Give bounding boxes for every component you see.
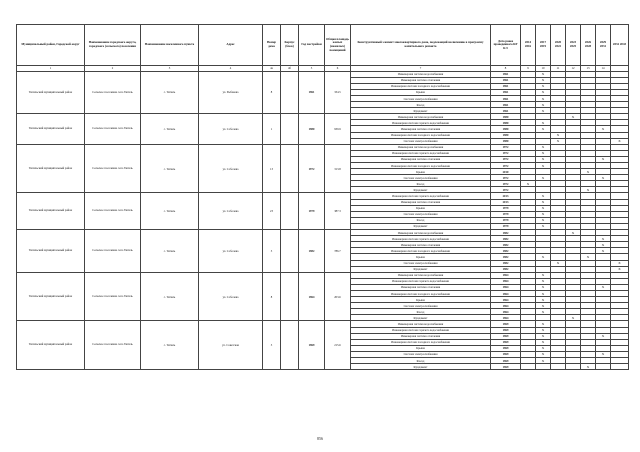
- period-mark-cell: X: [536, 297, 551, 303]
- period-mark-cell: X: [536, 77, 551, 83]
- period-mark-cell: X: [536, 120, 551, 126]
- settlement-cell: Сельское поселение село Тигиль: [85, 230, 141, 273]
- period-mark-cell: X: [536, 327, 551, 333]
- element-name-cell: Фундамент: [351, 364, 491, 370]
- year-built-cell: 1969: [299, 321, 325, 370]
- year-built-cell: 1961: [299, 71, 325, 114]
- element-name-cell: Инженерная система отопления: [351, 284, 491, 290]
- corpus-cell: [281, 272, 299, 321]
- element-name-cell: Фасад: [351, 217, 491, 223]
- previous-repair-date-cell: 2010: [491, 169, 521, 175]
- period-mark-cell: [551, 364, 566, 370]
- element-name-cell: Фундамент: [351, 266, 491, 272]
- settlement-cell: Сельское поселение село Тигиль: [85, 321, 141, 370]
- element-name-cell: Крыша: [351, 297, 491, 303]
- element-name-cell: Инженерная система водоснабжения: [351, 321, 491, 327]
- header-cell: 2032 2043: [611, 25, 629, 66]
- previous-repair-date-cell: 1980: [491, 120, 521, 126]
- period-mark-cell: X: [536, 321, 551, 327]
- column-number: 11: [551, 66, 566, 72]
- period-mark-cell: X: [536, 163, 551, 169]
- period-mark-cell: X: [536, 102, 551, 108]
- previous-repair-date-cell: 1961: [491, 89, 521, 95]
- element-name-cell: Инженерная система холодного водоснабжения: [351, 132, 491, 138]
- page-number: 856: [317, 436, 323, 441]
- period-mark-cell: X: [536, 290, 551, 296]
- period-mark-cell: X: [596, 175, 611, 181]
- header-cell: Номер дома: [263, 25, 281, 66]
- column-number: 1: [17, 66, 85, 72]
- header-cell: Год постройки: [299, 25, 325, 66]
- header-cell: Наименование городского округа, городского (сельского) поселения: [85, 25, 141, 66]
- header-cell: 2014 2016: [521, 25, 536, 66]
- element-name-cell: Система электроснабжения: [351, 303, 491, 309]
- period-mark-cell: X: [611, 138, 629, 144]
- period-mark-cell: X: [596, 126, 611, 132]
- period-mark-cell: X: [536, 150, 551, 156]
- previous-repair-date-cell: 1982: [491, 248, 521, 254]
- column-number: 8: [491, 66, 521, 72]
- previous-repair-date-cell: 1979: [491, 205, 521, 211]
- previous-repair-date-cell: 1972: [491, 187, 521, 193]
- house-number-cell: 13: [263, 144, 281, 193]
- period-mark-cell: X: [536, 339, 551, 345]
- period-mark-cell: X: [581, 169, 596, 175]
- previous-repair-date-cell: 1972: [491, 181, 521, 187]
- header-cell: 2023 2025: [566, 25, 581, 66]
- period-mark-cell: X: [581, 364, 596, 370]
- settlement-cell: Сельское поселение село Тигиль: [85, 193, 141, 230]
- period-mark-cell: X: [536, 108, 551, 114]
- period-mark-cell: X: [536, 199, 551, 205]
- area-cell: 387.3: [325, 193, 351, 230]
- element-name-cell: Фасад: [351, 309, 491, 315]
- element-name-cell: Инженерная система водоснабжения: [351, 114, 491, 120]
- element-name-cell: Инженерная система водоснабжения: [351, 272, 491, 278]
- element-name-cell: Фасад: [351, 181, 491, 187]
- district-cell: Тигильский муниципальный район: [17, 193, 85, 230]
- element-name-cell: Инженерная система отопления: [351, 242, 491, 248]
- previous-repair-date-cell: 2013: [491, 199, 521, 205]
- period-mark-cell: X: [536, 71, 551, 77]
- element-name-cell: Фундамент: [351, 108, 491, 114]
- element-name-cell: Крыша: [351, 205, 491, 211]
- house-number-cell: 23: [263, 193, 281, 230]
- header-cell: 2026 2028: [581, 25, 596, 66]
- period-mark-cell: X: [536, 83, 551, 89]
- period-mark-cell: X: [536, 95, 551, 101]
- table-body: [17, 71, 629, 370]
- element-name-cell: Инженерная система холодного водоснабжения: [351, 339, 491, 345]
- settlement-cell: Сельское поселение село Тигиль: [85, 114, 141, 144]
- period-mark-cell: X: [536, 223, 551, 229]
- locality-cell: с. Тигиль: [141, 230, 199, 273]
- element-name-cell: Инженерная система холодного водоснабжения: [351, 290, 491, 296]
- area-cell: 334.5: [325, 71, 351, 114]
- period-mark-cell: X: [536, 351, 551, 357]
- period-mark-cell: X: [596, 248, 611, 254]
- period-mark-cell: [596, 364, 611, 370]
- period-mark-cell: X: [536, 358, 551, 364]
- element-name-cell: Инженерная система холодного водоснабжения: [351, 248, 491, 254]
- previous-repair-date-cell: 1980: [491, 132, 521, 138]
- element-name-cell: Инженерная система горячего водоснабжения: [351, 327, 491, 333]
- element-name-cell: Инженерная система горячего водоснабжения: [351, 120, 491, 126]
- period-mark-cell: X: [596, 351, 611, 357]
- house-number-cell: 8: [263, 272, 281, 321]
- corpus-cell: [281, 230, 299, 273]
- period-mark-cell: X: [536, 156, 551, 162]
- capital-repair-table: [16, 24, 629, 370]
- element-name-cell: Инженерная система водоснабжения: [351, 71, 491, 77]
- previous-repair-date-cell: 1969: [491, 358, 521, 364]
- element-name-cell: Инженерная система горячего водоснабжения: [351, 193, 491, 199]
- period-mark-cell: X: [536, 309, 551, 315]
- street-cell: ул. Рыбакова: [199, 71, 263, 114]
- element-name-cell: Инженерная система горячего водоснабжения: [351, 150, 491, 156]
- previous-repair-date-cell: 1961: [491, 71, 521, 77]
- street-cell: ул. Соболева: [199, 114, 263, 144]
- house-number-cell: 1: [263, 114, 281, 144]
- document-page: [16, 24, 628, 370]
- period-mark-cell: X: [551, 132, 566, 138]
- corpus-cell: [281, 114, 299, 144]
- column-number: 4а: [263, 66, 281, 72]
- street-cell: ул. Соболева: [199, 144, 263, 193]
- previous-repair-date-cell: 1969: [491, 327, 521, 333]
- period-mark-cell: X: [536, 126, 551, 132]
- period-mark-cell: X: [536, 272, 551, 278]
- period-mark-cell: X: [536, 193, 551, 199]
- previous-repair-date-cell: 1980: [491, 138, 521, 144]
- element-name-cell: Фундамент: [351, 223, 491, 229]
- locality-cell: с. Тигиль: [141, 144, 199, 193]
- column-number: 5: [299, 66, 325, 72]
- corpus-cell: [281, 321, 299, 370]
- column-number: 10: [536, 66, 551, 72]
- previous-repair-date-cell: 1961: [491, 102, 521, 108]
- element-name-cell: Крыша: [351, 254, 491, 260]
- column-number: 4: [199, 66, 263, 72]
- period-mark-cell: X: [581, 254, 596, 260]
- district-cell: Тигильский муниципальный район: [17, 321, 85, 370]
- element-name-cell: Система электроснабжения: [351, 211, 491, 217]
- house-number-cell: 8: [263, 71, 281, 114]
- previous-repair-date-cell: 1972: [491, 144, 521, 150]
- period-mark-cell: X: [521, 181, 536, 187]
- previous-repair-date-cell: 1979: [491, 217, 521, 223]
- period-mark-cell: X: [611, 266, 629, 272]
- period-mark-cell: X: [536, 205, 551, 211]
- period-mark-cell: X: [596, 284, 611, 290]
- period-mark-cell: X: [536, 175, 551, 181]
- area-cell: 939.9: [325, 114, 351, 144]
- period-mark-cell: X: [536, 278, 551, 284]
- period-mark-cell: X: [551, 138, 566, 144]
- corpus-cell: [281, 144, 299, 193]
- element-name-cell: Крыша: [351, 345, 491, 351]
- period-mark-cell: X: [566, 230, 581, 236]
- element-name-cell: Фасад: [351, 102, 491, 108]
- period-mark-cell: X: [596, 242, 611, 248]
- street-cell: ул. Соболева: [199, 193, 263, 230]
- year-built-cell: 1972: [299, 144, 325, 193]
- house-number-cell: 3: [263, 321, 281, 370]
- locality-cell: с. Тигиль: [141, 71, 199, 114]
- previous-repair-date-cell: 1969: [491, 339, 521, 345]
- period-mark-cell: X: [536, 144, 551, 150]
- street-cell: ул. Соболева: [199, 272, 263, 321]
- element-name-cell: Система электроснабжения: [351, 138, 491, 144]
- locality-cell: с. Тигиль: [141, 321, 199, 370]
- area-cell: 313.8: [325, 144, 351, 193]
- period-mark-cell: X: [611, 260, 629, 266]
- period-mark-cell: X: [596, 236, 611, 242]
- column-number: 12: [566, 66, 581, 72]
- period-mark-cell: X: [536, 333, 551, 339]
- element-name-cell: Инженерная система отопления: [351, 333, 491, 339]
- element-name-cell: Инженерная система горячего водоснабжения: [351, 278, 491, 284]
- column-number: 2: [85, 66, 141, 72]
- period-mark-cell: X: [581, 187, 596, 193]
- previous-repair-date-cell: 1964: [491, 309, 521, 315]
- header-cell: Муниципальный район, Городской округ: [17, 25, 85, 66]
- corpus-cell: [281, 193, 299, 230]
- header-cell: 2029 2031: [596, 25, 611, 66]
- period-mark-cell: X: [566, 114, 581, 120]
- period-mark-cell: [521, 364, 536, 370]
- header-cell: 2017 2019: [536, 25, 551, 66]
- column-number: 9: [521, 66, 536, 72]
- element-name-cell: Фундамент: [351, 187, 491, 193]
- header-cell: Общая площадь жилых (нежилых) помещений: [325, 25, 351, 66]
- previous-repair-date-cell: 1972: [491, 156, 521, 162]
- element-name-cell: Инженерная система отопления: [351, 77, 491, 83]
- district-cell: Тигильский муниципальный район: [17, 114, 85, 144]
- corpus-cell: [281, 71, 299, 114]
- previous-repair-date-cell: 1979: [491, 223, 521, 229]
- period-mark-cell: X: [596, 333, 611, 339]
- period-mark-cell: X: [536, 217, 551, 223]
- element-name-cell: Инженерная система водоснабжения: [351, 144, 491, 150]
- year-built-cell: 1982: [299, 230, 325, 273]
- period-mark-cell: [611, 364, 629, 370]
- year-built-cell: 1964: [299, 272, 325, 321]
- previous-repair-date-cell: 1972: [491, 150, 521, 156]
- element-name-cell: Инженерная система отопления: [351, 199, 491, 205]
- previous-repair-date-cell: 2013: [491, 193, 521, 199]
- street-cell: ул. Соболева: [199, 230, 263, 273]
- period-mark-cell: [536, 364, 551, 370]
- element-name-cell: Инженерная система холодного водоснабжения: [351, 163, 491, 169]
- previous-repair-date-cell: 1969: [491, 333, 521, 339]
- locality-cell: с. Тигиль: [141, 272, 199, 321]
- district-cell: Тигильский муниципальный район: [17, 272, 85, 321]
- previous-repair-date-cell: 1961: [491, 95, 521, 101]
- previous-repair-date-cell: 1964: [491, 284, 521, 290]
- previous-repair-date-cell: 1982: [491, 266, 521, 272]
- previous-repair-date-cell: 1972: [491, 163, 521, 169]
- element-name-cell: Система электроснабжения: [351, 95, 491, 101]
- column-number: 13: [581, 66, 596, 72]
- previous-repair-date-cell: 1980: [491, 114, 521, 120]
- area-cell: 786.7: [325, 230, 351, 273]
- column-number: 4б: [281, 66, 299, 72]
- locality-cell: с. Тигиль: [141, 114, 199, 144]
- area-cell: 203.6: [325, 272, 351, 321]
- element-name-cell: Инженерная система горячего водоснабжения: [351, 236, 491, 242]
- previous-repair-date-cell: 1961: [491, 108, 521, 114]
- element-name-cell: Инженерная система отопления: [351, 126, 491, 132]
- previous-repair-date-cell: 1964: [491, 278, 521, 284]
- previous-repair-date-cell: 1961: [491, 83, 521, 89]
- area-cell: 215.6: [325, 321, 351, 370]
- element-name-cell: Система электроснабжения: [351, 175, 491, 181]
- element-name-cell: Инженерная система водоснабжения: [351, 230, 491, 236]
- element-name-cell: Фасад: [351, 358, 491, 364]
- element-name-cell: Крыша: [351, 89, 491, 95]
- settlement-cell: Сельское поселение село Тигиль: [85, 71, 141, 114]
- settlement-cell: Сельское поселение село Тигиль: [85, 272, 141, 321]
- period-mark-cell: X: [596, 156, 611, 162]
- previous-repair-date-cell: 1982: [491, 242, 521, 248]
- previous-repair-date-cell: 1961: [491, 77, 521, 83]
- year-built-cell: 1980: [299, 114, 325, 144]
- previous-repair-date-cell: 1964: [491, 297, 521, 303]
- period-mark-cell: X: [551, 260, 566, 266]
- element-name-cell: Инженерная система холодного водоснабжения: [351, 83, 491, 89]
- year-built-cell: 1979: [299, 193, 325, 230]
- period-mark-cell: [566, 364, 581, 370]
- previous-repair-date-cell: 1964: [491, 315, 521, 321]
- column-number: 14: [596, 66, 611, 72]
- settlement-cell: Сельское поселение село Тигиль: [85, 144, 141, 193]
- street-cell: ул. Советская: [199, 321, 263, 370]
- previous-repair-date-cell: 1982: [491, 230, 521, 236]
- previous-repair-date-cell: 1972: [491, 175, 521, 181]
- previous-repair-date-cell: 1964: [491, 290, 521, 296]
- header-cell: Дата ранее проведенного КР КЭ: [491, 25, 521, 66]
- period-mark-cell: X: [536, 284, 551, 290]
- column-number: 7: [351, 66, 491, 72]
- header-row: [17, 25, 629, 66]
- header-cell: 2020 2022: [551, 25, 566, 66]
- house-number-cell: 3: [263, 230, 281, 273]
- element-name-cell: Крыша: [351, 169, 491, 175]
- period-mark-cell: X: [536, 254, 551, 260]
- previous-repair-date-cell: 1969: [491, 345, 521, 351]
- previous-repair-date-cell: 1980: [491, 126, 521, 132]
- header-cell: Корпус (блок): [281, 25, 299, 66]
- previous-repair-date-cell: 1979: [491, 211, 521, 217]
- element-name-cell: Фундамент: [351, 315, 491, 321]
- locality-cell: с. Тигиль: [141, 193, 199, 230]
- period-mark-cell: X: [536, 211, 551, 217]
- header-cell: Конструктивный элемент многоквартирного дома, подлежащий включению в программу капитального ремонта: [351, 25, 491, 66]
- period-mark-cell: X: [536, 89, 551, 95]
- column-number: 6: [325, 66, 351, 72]
- column-number: 3: [141, 66, 199, 72]
- district-cell: Тигильский муниципальный район: [17, 71, 85, 114]
- period-mark-cell: X: [566, 315, 581, 321]
- element-name-cell: Инженерная система отопления: [351, 156, 491, 162]
- previous-repair-date-cell: 1964: [491, 272, 521, 278]
- previous-repair-date-cell: 1982: [491, 260, 521, 266]
- header-cell: Наименование населенного пункта: [141, 25, 199, 66]
- previous-repair-date-cell: 1969: [491, 351, 521, 357]
- element-name-cell: Система электроснабжения: [351, 351, 491, 357]
- period-mark-cell: X: [536, 303, 551, 309]
- period-mark-cell: X: [536, 345, 551, 351]
- district-cell: Тигильский муниципальный район: [17, 144, 85, 193]
- previous-repair-date-cell: 1969: [491, 364, 521, 370]
- district-cell: Тигильский муниципальный район: [17, 230, 85, 273]
- header-cell: Адрес: [199, 25, 263, 66]
- element-name-cell: Система электроснабжения: [351, 260, 491, 266]
- previous-repair-date-cell: 1964: [491, 303, 521, 309]
- previous-repair-date-cell: 1982: [491, 236, 521, 242]
- previous-repair-date-cell: 1969: [491, 321, 521, 327]
- previous-repair-date-cell: 1982: [491, 254, 521, 260]
